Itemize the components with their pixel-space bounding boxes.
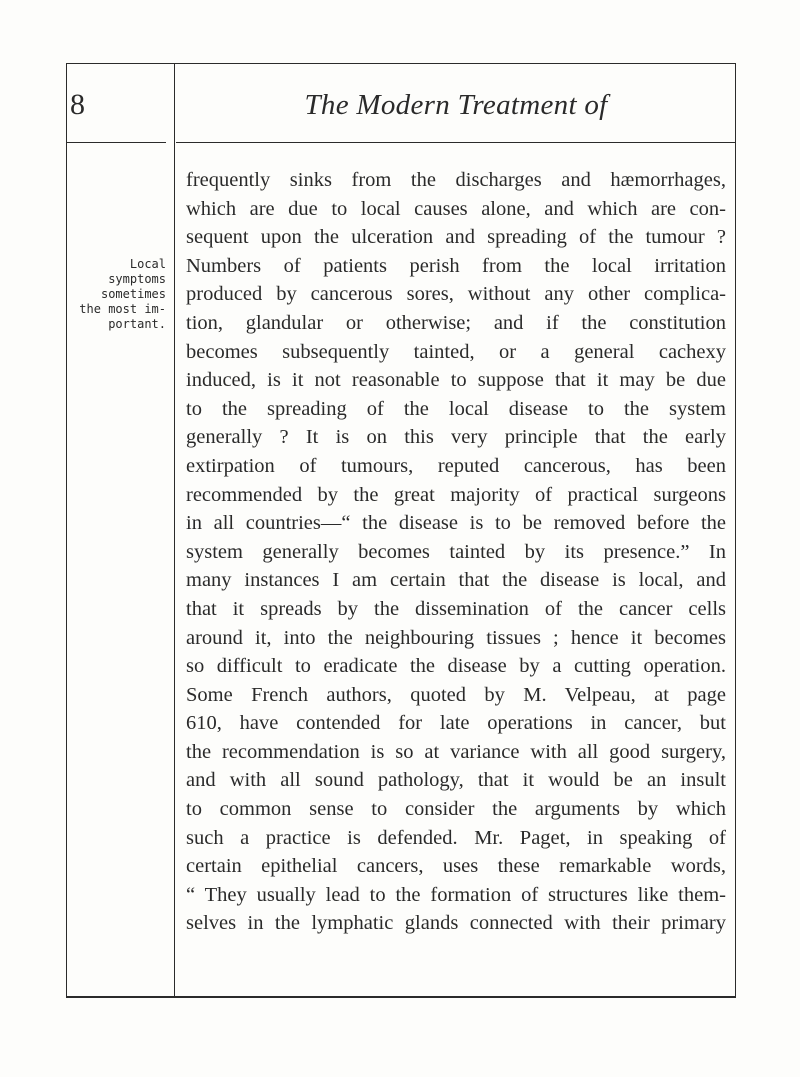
- text-line: and with all sound pathology, that it would be an insult: [186, 769, 726, 792]
- marginal-note-line: Local: [129, 257, 166, 271]
- marginal-note-line: the most im-: [79, 302, 166, 316]
- text-line: in all countries—“ the disease is to be removed before the: [186, 512, 726, 535]
- running-title: The Modern Treatment of: [304, 89, 608, 121]
- text-line: which are due to local causes alone, and which are con-: [186, 197, 726, 220]
- text-line: tion, glandular or otherwise; and if the constitution: [186, 311, 726, 334]
- page-number: 8: [70, 88, 85, 121]
- text-line: system generally becomes tainted by its presence.” In: [186, 540, 726, 563]
- text-line: Some French authors, quoted by M. Velpeau, at page: [186, 683, 726, 706]
- text-line: such a practice is defended. Mr. Paget, in speaking of: [186, 826, 726, 849]
- text-line: so difficult to eradicate the disease by a cutting operation.: [186, 655, 726, 678]
- text-line: extirpation of tumours, reputed cancerous, has been: [186, 454, 726, 477]
- text-line: Numbers of patients perish from the local irritation: [186, 254, 726, 277]
- text-line: certain epithelial cancers, uses these remarkable words,: [186, 855, 726, 878]
- marginal-note-line: symptoms: [108, 272, 166, 286]
- text-line: produced by cancerous sores, without any other complica-: [186, 283, 726, 306]
- text-line: sequent upon the ulceration and spreading of the tumour ?: [186, 226, 726, 249]
- marginal-note-line: portant.: [108, 317, 166, 331]
- body-paragraph: [186, 166, 726, 938]
- left-border: [66, 63, 67, 997]
- top-rule: [66, 63, 736, 64]
- text-line: the recommendation is so at variance with all good surgery,: [186, 740, 726, 763]
- bottom-rule: [66, 996, 736, 998]
- text-line: many instances I am certain that the disease is local, and: [186, 569, 726, 592]
- margin-divider: [174, 63, 175, 997]
- marginal-note: [66, 257, 166, 332]
- text-line: recommended by the great majority of practical surgeons: [186, 483, 726, 506]
- text-line: that it spreads by the dissemination of the cancer cells: [186, 597, 726, 620]
- text-line: to common sense to consider the arguments by which: [186, 798, 726, 821]
- header-rule-left: [66, 142, 166, 143]
- text-line: 610, have contended for late operations in cancer, but: [186, 712, 726, 735]
- right-border: [735, 63, 736, 997]
- text-line: becomes subsequently tainted, or a general cachexy: [186, 340, 726, 363]
- text-line: “ They usually lead to the formation of structures like them-: [186, 883, 726, 906]
- text-line: induced, is it not reasonable to suppose that it may be due: [186, 369, 726, 392]
- text-line: around it, into the neighbouring tissues ; hence it becomes: [186, 626, 726, 649]
- header-rule-right: [176, 142, 736, 143]
- text-line: generally ? It is on this very principle that the early: [186, 426, 726, 449]
- text-line: frequently sinks from the discharges and hæmorrhages,: [186, 169, 726, 191]
- text-line: selves in the lymphatic glands connected with their primary: [186, 912, 726, 935]
- text-line: to the spreading of the local disease to the system: [186, 397, 726, 420]
- marginal-note-line: sometimes: [100, 287, 166, 301]
